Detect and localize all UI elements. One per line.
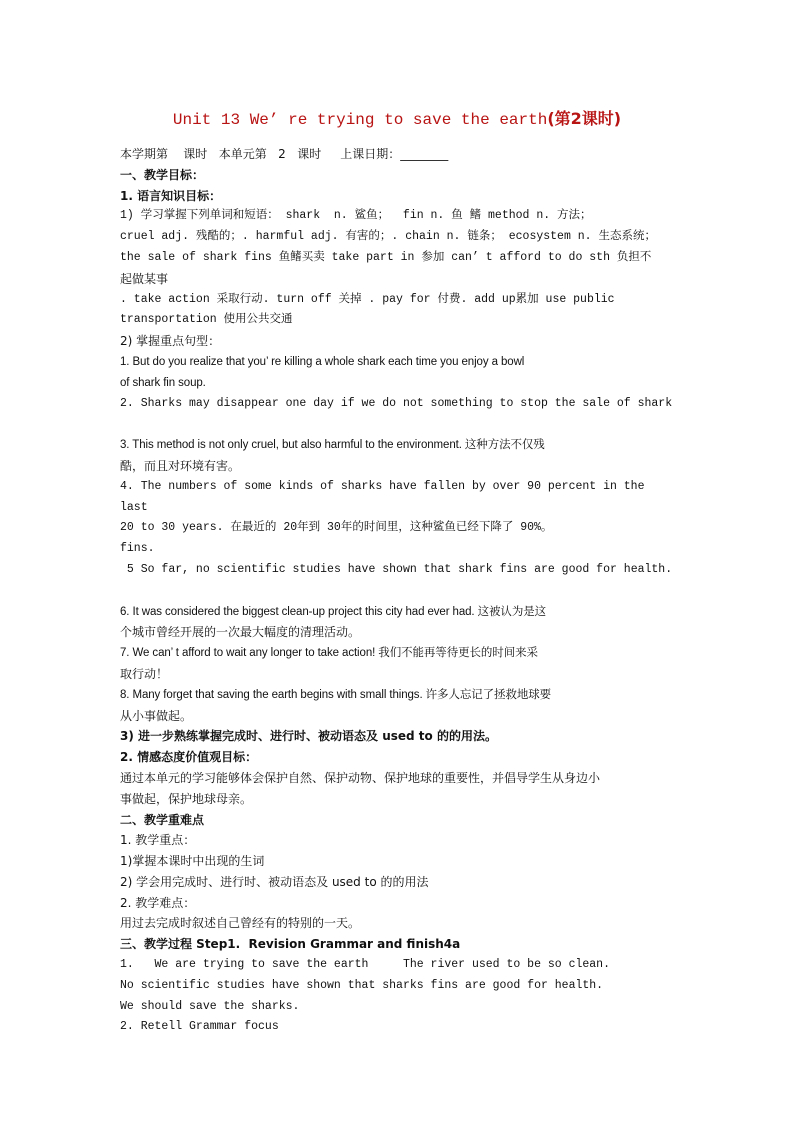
sentence-line: 8. Many forget that saving the earth begins with small things. 许多人忘记了拯救地球要	[120, 688, 552, 701]
sentence-line: fins.	[120, 542, 155, 556]
sentence-line: 3. This method is not only cruel, but also harmful to the environment. 这种方法不仅残	[120, 439, 545, 452]
sentence-line: 7. We can’ t afford to wait any longer to take action! 我们不能再等待更长的时间来采	[120, 647, 538, 660]
subheading-teaching-focus: 1. 教学重点：	[120, 833, 196, 848]
list-item: 1)掌握本课时中出现的生词	[120, 854, 265, 869]
sentence-line: 2. Sharks may disappear one day if we do not something to stop the sale of shark	[120, 396, 673, 410]
section-heading-procedure: 三、教学过程 Step1. Revision Grammar and finish4a	[120, 937, 461, 952]
sentence-line: 从小事做起。	[120, 708, 193, 723]
procedure-line: We should save the sharks.	[120, 999, 300, 1013]
section-heading-objectives: 一、教学目标：	[120, 167, 205, 182]
sentence-line: 取行动！	[120, 666, 169, 681]
spacer	[120, 581, 676, 602]
sentence-line: 1. But do you realize that you’ re killing a whole shark each time you enjoy a bowl	[120, 355, 525, 368]
phrase-line: . take action 采取行动. turn off 关掉 . pay for 付费. add up累加 use public	[120, 292, 615, 306]
vocab-line: the sale of shark fins 鱼鳍买卖 take part in 参加 can’ t afford to do sth 负担不	[120, 250, 652, 264]
paragraph-line: 事做起，保护地球母亲。	[120, 791, 253, 806]
procedure-line: No scientific studies have shown that sharks fins are good for health.	[120, 978, 604, 992]
list-item: 2) 学会用完成时、进行时、被动语态及 used to 的的用法	[120, 874, 429, 889]
sentence-line: 酷，而且对环境有害。	[120, 458, 241, 473]
spacer	[120, 414, 676, 435]
paragraph-line: 通过本单元的学习能够体会保护自然、保护动物、保护地球的重要性，并倡导学生从身边小	[120, 770, 601, 785]
sentence-line: 个城市曾经开展的一次最大幅度的清理活动。	[120, 625, 361, 640]
sentence-line: 4. The numbers of some kinds of sharks have fallen by over 90 percent in the last	[120, 479, 652, 514]
subheading-emotional-objectives: 2. 情感态度价值观目标：	[120, 750, 258, 765]
document-body	[120, 144, 676, 1038]
sentence-line: 6. It was considered the biggest clean-up project this city had ever had. 这被认为是这	[120, 605, 547, 618]
list-item: 用过去完成时叙述自己曾经有的特别的一天。	[120, 916, 361, 931]
procedure-line: 2. Retell Grammar focus	[120, 1020, 279, 1034]
vocab-line: 1) 学习掌握下列单词和短语： shark n. 鲨鱼； fin n. 鱼 鳍 method n. 方法；	[120, 209, 592, 223]
subheading-key-sentences: 2) 掌握重点句型：	[120, 334, 221, 349]
document-title	[0, 106, 794, 129]
title-lesson-number: (第2课时)	[547, 109, 622, 128]
procedure-line: 1. We are trying to save the earth The river used to be so clean.	[120, 958, 610, 972]
sentence-line: 20 to 30 years. 在最近的 20年到 30年的时间里，这种鲨鱼已经下降了 90%。	[120, 521, 553, 535]
vocab-line: 起做某事	[120, 271, 169, 286]
vocab-line: cruel adj. 残酷的；. harmful adj. 有害的；. chain n. 链条； ecosystem n. 生态系统；	[120, 230, 656, 244]
title-english: Unit 13 We’ re trying to save the earth	[172, 111, 548, 129]
grammar-objective: 3) 进一步熟练掌握完成时、进行时、被动语态及 used to 的的用法。	[120, 729, 497, 744]
sentence-line: 5 So far, no scientific studies have shown that shark fins are good for health.	[120, 562, 673, 576]
subheading-language-knowledge: 1. 语言知识目标：	[120, 188, 222, 203]
phrase-line: transportation 使用公共交通	[120, 313, 293, 327]
schedule-line: 本学期第 课时 本单元第 2 课时 上课日期：________	[120, 147, 449, 161]
section-heading-key-points: 二、教学重难点	[120, 812, 205, 827]
subheading-teaching-difficulty: 2. 教学难点：	[120, 895, 196, 910]
sentence-line: of shark fin soup.	[120, 376, 206, 389]
